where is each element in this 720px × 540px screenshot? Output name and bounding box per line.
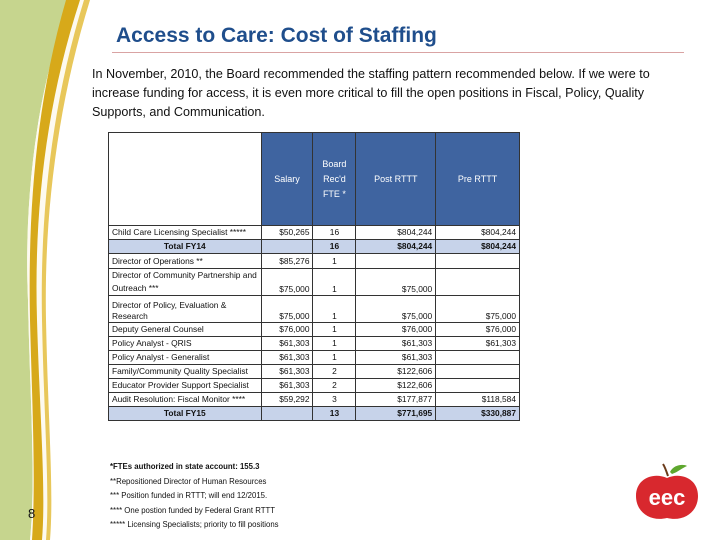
salary-cell: $75,000 (261, 296, 313, 323)
header-pre-rttt: Pre RTTT (436, 133, 520, 226)
table-row (109, 254, 520, 269)
eec-apple-logo (632, 462, 702, 522)
post-rttt-cell: $61,303 (356, 337, 436, 351)
pre-rttt-cell: $118,584 (436, 393, 520, 407)
header-position (109, 133, 262, 226)
fte-cell: 13 (313, 407, 356, 421)
header-post-rttt: Post RTTT (356, 133, 436, 226)
table-row (109, 269, 520, 296)
footnote: **** One postion funded by Federal Grant RTTT (110, 505, 275, 515)
position-cell: Policy Analyst - Generalist (109, 351, 262, 365)
page-number: 8 (28, 506, 36, 521)
salary-cell: $61,303 (261, 379, 313, 393)
table-row (109, 337, 520, 351)
pre-rttt-cell (436, 254, 520, 269)
footnote: *** Position funded in RTTT; will end 12/2015. (110, 491, 268, 500)
position-cell: Director of Community Partnership and Outreach *** (109, 269, 262, 296)
pre-rttt-cell: $76,000 (436, 323, 520, 337)
post-rttt-cell: $122,606 (356, 365, 436, 379)
footnote: ***** Licensing Specialists; priority to fill positions (110, 520, 279, 529)
footnote: *FTEs authorized in state account: 155.3 (110, 462, 260, 471)
post-rttt-cell: $75,000 (356, 269, 436, 296)
fte-cell: 1 (313, 351, 356, 365)
slide-title: Access to Care: Cost of Staffing (116, 24, 437, 47)
table-header-row (109, 133, 520, 226)
salary-cell: $61,303 (261, 365, 313, 379)
intro-paragraph: In November, 2010, the Board recommended the staffing pattern recommended below. If we were to increase funding for access, it is even more critical to fill the open positions in Fiscal, Policy, Quality Supports, and Communication. (92, 67, 650, 119)
salary-cell: $61,303 (261, 351, 313, 365)
pre-rttt-cell: $804,244 (436, 226, 520, 240)
decorative-swoosh (0, 0, 100, 540)
post-rttt-cell: $61,303 (356, 351, 436, 365)
salary-cell: $76,000 (261, 323, 313, 337)
pre-rttt-cell: $804,244 (436, 240, 520, 254)
pre-rttt-cell (436, 351, 520, 365)
fte-cell: 16 (313, 240, 356, 254)
fte-cell: 2 (313, 365, 356, 379)
fte-cell: 1 (313, 269, 356, 296)
salary-cell: $75,000 (261, 269, 313, 296)
pre-rttt-cell (436, 379, 520, 393)
footnote: **Repositioned Director of Human Resources (110, 476, 267, 486)
pre-rttt-cell (436, 269, 520, 296)
post-rttt-cell (356, 254, 436, 269)
title-underline (112, 52, 684, 53)
salary-cell: $59,292 (261, 393, 313, 407)
post-rttt-cell: $177,877 (356, 393, 436, 407)
fte-cell: 3 (313, 393, 356, 407)
pre-rttt-cell (436, 365, 520, 379)
post-rttt-cell: $75,000 (356, 296, 436, 323)
table-row (109, 379, 520, 393)
fte-cell: 1 (313, 254, 356, 269)
table-row (109, 296, 520, 323)
position-cell: Family/Community Quality Specialist (109, 365, 262, 379)
total-row (109, 407, 520, 421)
position-cell: Director of Operations ** (109, 254, 262, 269)
fte-cell: 16 (313, 226, 356, 240)
table-row (109, 226, 520, 240)
table-row (109, 323, 520, 337)
salary-cell: $61,303 (261, 337, 313, 351)
position-cell: Policy Analyst - QRIS (109, 337, 262, 351)
position-cell: Total FY15 (109, 407, 262, 421)
pre-rttt-cell: $75,000 (436, 296, 520, 323)
fte-cell: 1 (313, 337, 356, 351)
post-rttt-cell: $122,606 (356, 379, 436, 393)
post-rttt-cell: $804,244 (356, 240, 436, 254)
pre-rttt-cell: $330,887 (436, 407, 520, 421)
post-rttt-cell: $771,695 (356, 407, 436, 421)
header-board-fte: Board Rec'd FTE * (313, 133, 356, 226)
post-rttt-cell: $76,000 (356, 323, 436, 337)
logo-text: eec (648, 485, 686, 510)
position-cell: Child Care Licensing Specialist ***** (109, 226, 262, 240)
total-row (109, 240, 520, 254)
salary-cell: $85,276 (261, 254, 313, 269)
post-rttt-cell: $804,244 (356, 226, 436, 240)
position-cell: Deputy General Counsel (109, 323, 262, 337)
footnotes (110, 460, 279, 533)
header-salary: Salary (261, 133, 313, 226)
table-row (109, 365, 520, 379)
salary-cell (261, 407, 313, 421)
salary-cell (261, 240, 313, 254)
salary-cell: $50,265 (261, 226, 313, 240)
pre-rttt-cell: $61,303 (436, 337, 520, 351)
table-row (109, 393, 520, 407)
position-cell: Director of Policy, Evaluation & Research (109, 296, 262, 323)
table-row (109, 351, 520, 365)
fte-cell: 1 (313, 323, 356, 337)
position-cell: Educator Provider Support Specialist (109, 379, 262, 393)
fte-cell: 1 (313, 296, 356, 323)
position-cell: Total FY14 (109, 240, 262, 254)
staffing-table (108, 132, 520, 421)
fte-cell: 2 (313, 379, 356, 393)
position-cell: Audit Resolution: Fiscal Monitor **** (109, 393, 262, 407)
